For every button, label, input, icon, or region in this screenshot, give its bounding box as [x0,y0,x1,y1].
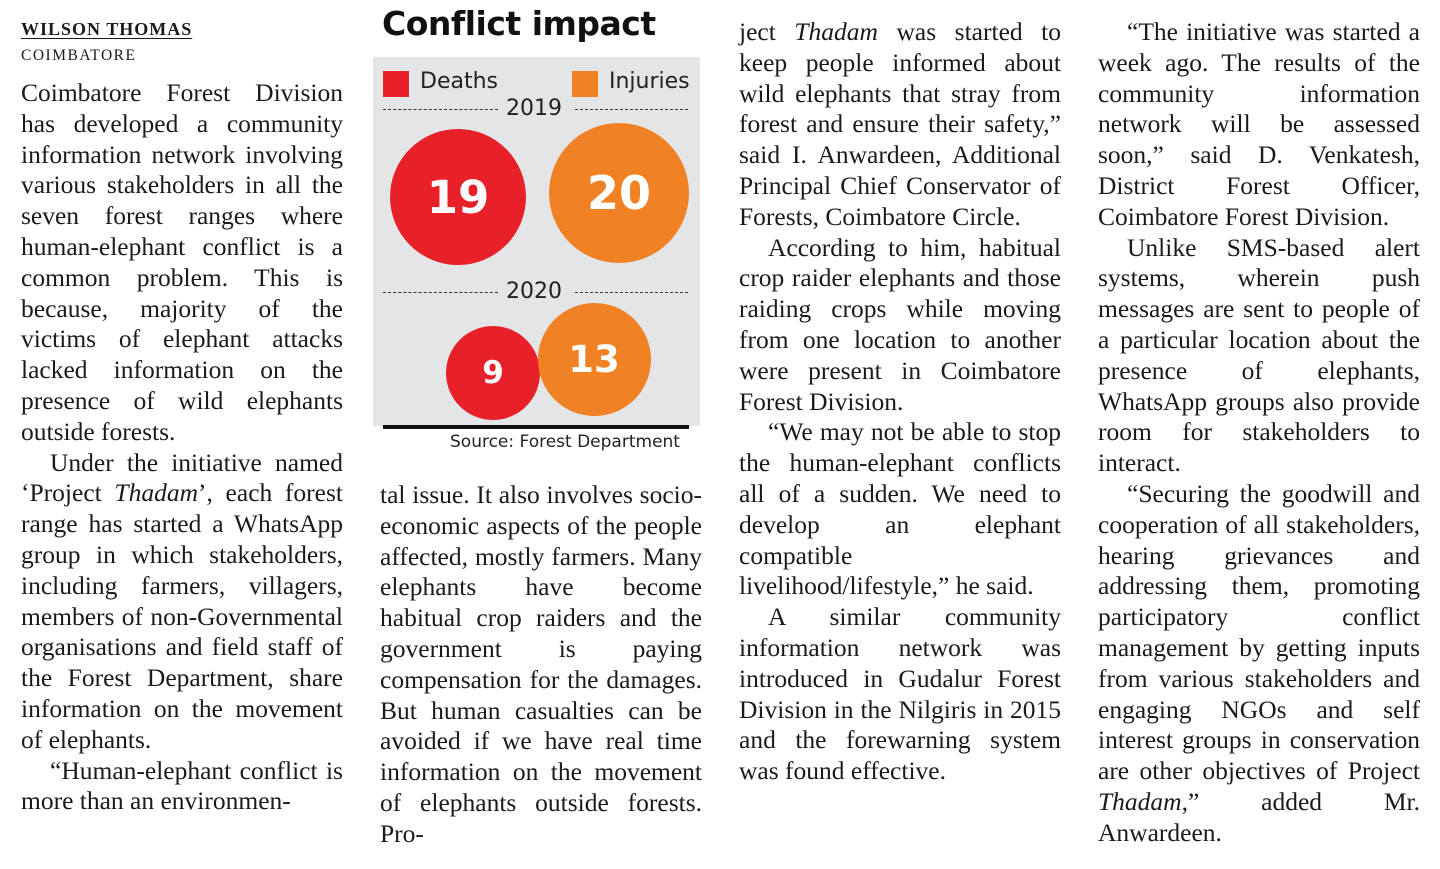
paragraph: A similar community information network was introduced in Gudalur Forest Division in the Nilgiris in 2015 and the forewarning system was found effective. [739,602,1061,786]
text-run: Under the initiative named ‘Project [21,447,343,508]
project-name: Thadam [114,478,199,508]
paragraph: “Human-elephant conflict is more than an environmen- [21,755,343,816]
bubble-injuries-2020 [538,303,651,416]
bubble-value: 13 [568,337,620,381]
chart-source: Source: Forest Department [450,432,680,452]
chart-panel [373,57,700,426]
legend-label-injuries: Injuries [609,69,690,94]
bubble-value: 19 [426,170,490,224]
legend-label-deaths: Deaths [420,69,498,94]
article-column-2 [380,480,702,850]
year-divider-right [575,292,688,293]
bubble-deaths-2020 [446,326,540,420]
paragraph: tal issue. It also involves socio-economic aspects of the people affected, mostly farmers. Many elephants have become habitual crop raiders and the government is paying compensation for the damages. But human casualties can be avoided if we have real time information on the movement of elephants outside forests. Pro- [380,480,702,848]
text-run: ject [739,17,795,46]
article-column-3 [739,17,1061,787]
bubble-injuries-2019 [549,123,689,263]
project-name: Thadam [794,17,878,46]
year-divider-left [383,109,498,110]
legend-swatch-injuries [572,71,598,97]
paragraph: “We may not be able to stop the human-elephant conflicts all of a sudden. We need to develop an elephant compatible livelihood/lifestyle,” he said. [739,417,1061,601]
paragraph: Coimbatore Forest Division has developed a community information network involving various stakeholders in all the seven forest ranges where human-elephant conflict is a common problem. This is because, majority of the victims of elephant attacks lacked information on the presence of wild elephants outside forests. [21,78,343,446]
year-label-2020: 2020 [506,279,562,304]
year-divider-left [383,292,498,293]
project-name: Thadam [1098,786,1182,816]
legend-swatch-deaths [383,71,409,97]
byline-author: WILSON THOMAS [21,19,193,39]
bubble-deaths-2019 [390,129,526,265]
year-label-2019: 2019 [506,96,562,121]
text-run: was started to keep people informed about wild elephants that stray from forest and ensure their safety,” said I. Anwardeen, Additional Principal Chief Conservator of Forests, Coimbatore Circle. [739,17,1061,231]
byline-dateline: COIMBATORE [21,47,137,64]
paragraph [739,17,1061,233]
text-run: ,” added Mr. Anwardeen. [1098,786,1420,847]
article-column-4 [1098,17,1420,849]
paragraph [1098,479,1420,849]
bubble-value: 9 [482,355,504,391]
chart-bottom-rule [383,425,689,429]
chart-title: Conflict impact [382,4,656,43]
paragraph: “The initiative was started a week ago. The results of the community information network will be assessed soon,” said D. Venkatesh, District Forest Officer, Coimbatore Forest Division. [1098,17,1420,231]
paragraph: According to him, habitual crop raider elephants and those raiding crops while moving from one location to another were present in Coimbatore Forest Division. [739,232,1061,416]
paragraph [21,448,343,756]
year-divider-right [575,109,688,110]
text-run: ’, each forest range has started a WhatsApp group in which stakeholders, including farmers, villagers, members of non-Governmental organisations and field staff of the Forest Department, share information on the movement of elephants. [21,478,343,754]
text-run: “Securing the goodwill and cooperation of all stakeholders, hearing grievances and addressing them, promoting participatory conflict management by getting inputs from various stakeholders and engaging NGOs and self interest groups in conservation are other objectives of Project [1098,478,1420,786]
bubble-value: 20 [586,166,651,220]
paragraph: Unlike SMS-based alert systems, wherein push messages are sent to people of a particular location about the presence of elephants, WhatsApp groups also provide room for stakeholders to interact. [1098,232,1420,478]
